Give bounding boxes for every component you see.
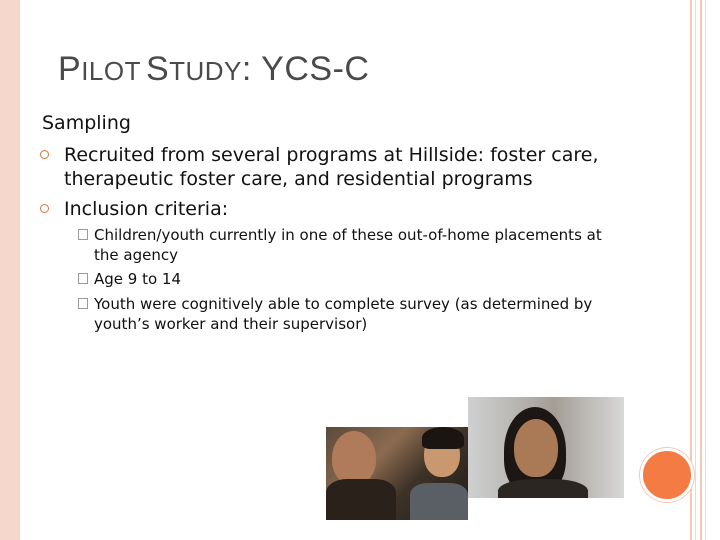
decorative-orange-circle [640, 448, 694, 502]
frame-stripe [700, 0, 702, 540]
bullet-item [40, 143, 600, 191]
sub-bullet-item [78, 225, 608, 265]
photo-hair-shape [422, 427, 464, 449]
frame-stripe [690, 0, 692, 540]
sub-bullet-text: Age 9 to 14 [94, 270, 182, 288]
photo-girl-portrait [468, 397, 624, 498]
right-frame-stripes [688, 0, 720, 540]
section-label: Sampling [42, 112, 131, 134]
photo-body-shape [410, 483, 468, 520]
sub-bullet-text: Youth were cognitively able to complete survey (as determined by youth’s worker and their supervisor) [94, 295, 593, 333]
slide-title [58, 50, 369, 89]
title-suffix: : YCS-C [241, 50, 370, 88]
title-letter: P [58, 50, 82, 88]
sub-bullet-item [78, 269, 608, 289]
bullet-text: Inclusion criteria: [64, 198, 229, 220]
checkbox-square-icon [78, 298, 88, 309]
photo-body-shape [326, 479, 396, 520]
checkbox-square-icon [78, 229, 88, 240]
title-smallcaps: TUDY [169, 56, 242, 86]
left-frame-border [0, 0, 20, 540]
photo-face-shape [332, 431, 376, 485]
frame-stripe [695, 0, 696, 540]
checkbox-square-icon [78, 273, 88, 284]
title-smallcaps: ILOT [81, 56, 141, 86]
photo-two-youth [326, 427, 468, 520]
title-letter: S [145, 50, 170, 88]
bullet-circle-icon [40, 204, 49, 213]
bullet-text: Recruited from several programs at Hillside: foster care, therapeutic foster care, and residential programs [64, 144, 599, 190]
sub-bullet-item [78, 294, 608, 334]
bullet-item [40, 197, 600, 221]
frame-stripe [705, 0, 706, 540]
bullet-circle-icon [40, 150, 49, 159]
sub-bullet-text: Children/youth currently in one of these out-of-home placements at the agency [94, 226, 602, 264]
photo-body-shape [498, 479, 588, 498]
photo-face-shape [514, 419, 558, 477]
